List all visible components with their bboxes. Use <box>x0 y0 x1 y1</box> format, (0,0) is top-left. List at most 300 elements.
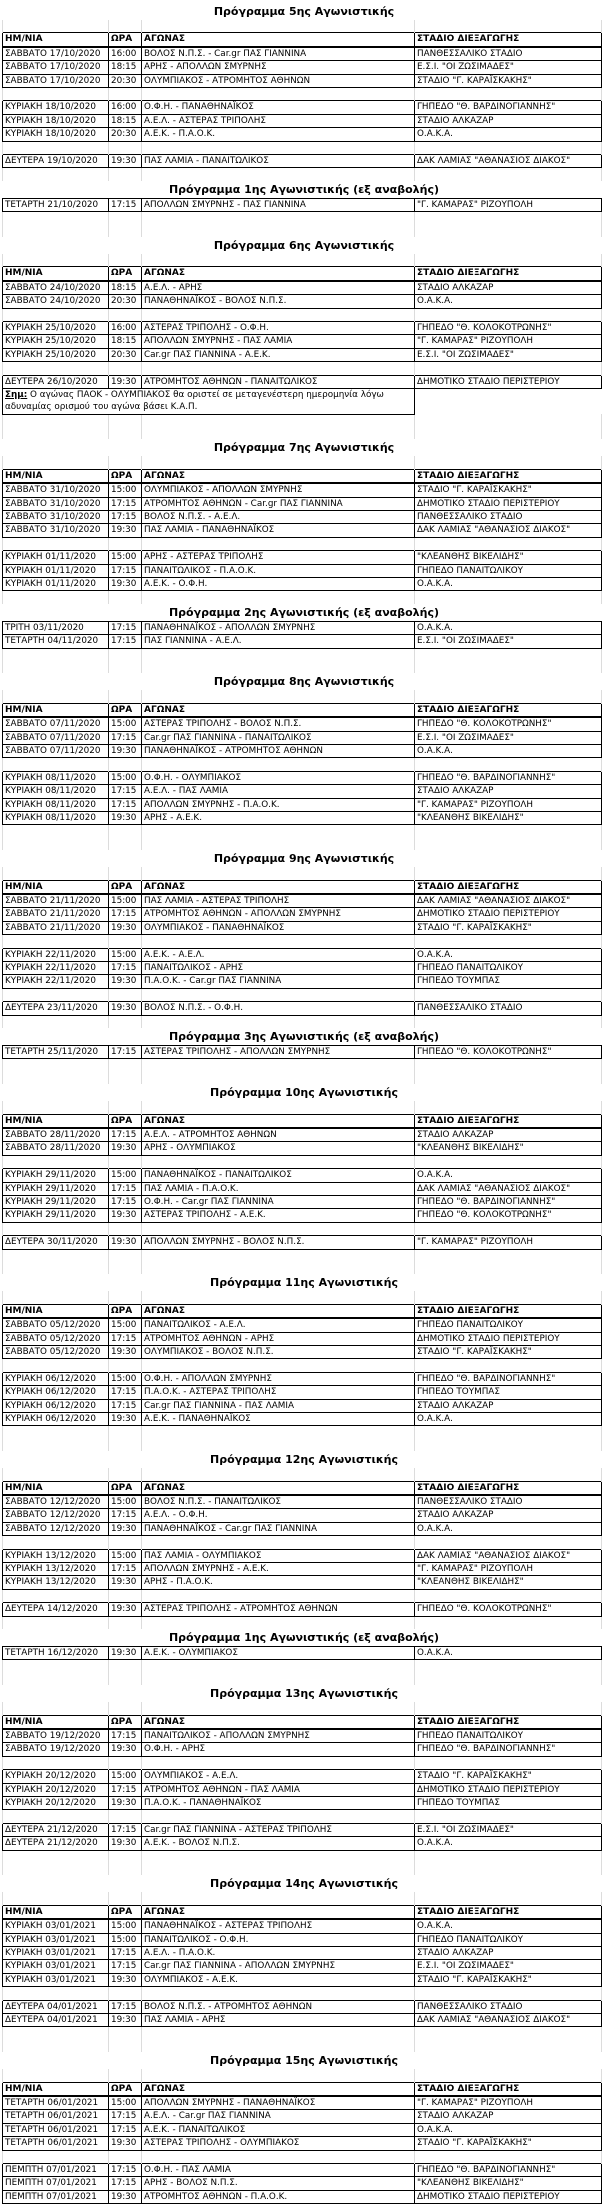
stadium-cell: ΣΤΑΔΙΟ "Γ. ΚΑΡΑΪΣΚΑΚΗΣ" <box>415 1973 602 1986</box>
spacer-cell <box>142 1439 415 1451</box>
stadium-cell: ΓΗΠΕΔΟ ΤΟΥΜΠΑΣ <box>415 975 602 988</box>
date-cell: ΠΕΜΠΤΗ 07/01/2021 <box>3 2177 109 2190</box>
time-cell: 19:30 <box>109 1346 142 1359</box>
spacer-cell <box>3 758 109 771</box>
spacer-cell <box>109 1810 142 1823</box>
spacer-cell <box>3 225 109 237</box>
stadium-cell: "Γ. ΚΑΜΑΡΑΣ" ΡΙΖΟΥΠΟΛΗ <box>415 798 602 811</box>
match-cell: ΠΑΣ ΛΑΜΙΑ - ΑΣΤΕΡΑΣ ΤΡΙΠΟΛΗΣ <box>142 894 415 908</box>
section-title: Πρόγραμμα 5ης Αγωνιστικής <box>213 5 395 18</box>
column-header-row <box>3 469 602 483</box>
date-cell: ΤΕΤΑΡΤΗ 21/10/2020 <box>3 198 109 211</box>
match-cell: ΑΤΡΟΜΗΤΟΣ ΑΘΗΝΩΝ - Π.Α.Ο.Κ. <box>142 2190 415 2203</box>
spacer-cell <box>142 537 415 550</box>
time-cell: 17:15 <box>109 564 142 577</box>
column-header-cell: ΗΜ/ΝΙΑ <box>3 880 109 894</box>
matchday-table <box>2 1291 602 1451</box>
match-row <box>3 1196 602 1209</box>
spacer-cell <box>415 2069 602 2082</box>
column-header-cell: ΑΓΩΝΑΣ <box>142 469 415 483</box>
match-row <box>3 564 602 577</box>
column-header-cell: ΗΜ/ΝΙΑ <box>3 1114 109 1128</box>
spacer-cell <box>3 537 109 550</box>
matchday-table <box>2 2069 602 2204</box>
spacer-cell <box>109 690 142 703</box>
time-cell: 17:15 <box>109 798 142 811</box>
column-header-cell: ΩΡΑ <box>109 1905 142 1919</box>
column-header-cell: ΣΤΑΔΙΟ ΔΙΕΞΑΓΩΓΗΣ <box>415 703 602 717</box>
column-header-cell: ΑΓΩΝΑΣ <box>142 880 415 894</box>
stadium-cell: Ο.Α.Κ.Α. <box>415 1837 602 1850</box>
spacer-row <box>3 1810 602 1823</box>
spacer-cell <box>3 1660 109 1673</box>
match-cell: ΠΑΝΑΘΗΝΑΪΚΟΣ - ΑΣΤΕΡΑΣ ΤΡΙΠΟΛΗΣ <box>142 1919 415 1933</box>
spacer-cell <box>142 1987 415 2000</box>
spacer-cell <box>109 1589 142 1602</box>
spacer-cell <box>3 88 109 101</box>
spacer-cell <box>3 1439 109 1451</box>
spacer-cell <box>415 2040 602 2052</box>
date-cell: ΚΥΡΙΑΚΗ 20/12/2020 <box>3 1783 109 1796</box>
time-cell: 19:30 <box>109 1413 142 1426</box>
spacer-cell <box>142 1892 415 1905</box>
section-title: Πρόγραμμα 12ης Αγωνιστικής <box>209 1453 398 1467</box>
spacer-row <box>3 537 602 550</box>
spacer-cell <box>415 1155 602 1168</box>
spacer-cell <box>109 988 142 1001</box>
spacer-cell <box>415 1850 602 1863</box>
spacer-cell <box>415 1810 602 1823</box>
spacer-cell <box>3 935 109 948</box>
stadium-cell: ΠΑΝΘΕΣΣΑΛΙΚΟ ΣΤΑΔΙΟ <box>415 511 602 524</box>
stadium-cell: ΓΗΠΕΔΟ "Θ. ΚΟΛΟΚΟΤΡΩΝΗΣ" <box>415 1046 602 1059</box>
match-cell: Π.Α.Ο.Κ. - ΠΑΝΑΘΗΝΑΪΚΟΣ <box>142 1797 415 1810</box>
stadium-cell: ΓΗΠΕΔΟ "Θ. ΒΑΡΔΙΝΟΓΙΑΝΝΗΣ" <box>415 1196 602 1209</box>
date-cell: ΤΕΤΑΡΤΗ 06/01/2021 <box>3 2096 109 2110</box>
section-title: Πρόγραμμα 6ης Αγωνιστικής <box>213 239 395 252</box>
column-header-cell: ΩΡΑ <box>109 267 142 281</box>
spacer-cell <box>3 362 109 375</box>
date-cell: ΣΑΒΒΑΤΟ 17/10/2020 <box>3 74 109 87</box>
spacer-cell <box>3 648 109 661</box>
date-cell: ΣΑΒΒΑΤΟ 28/11/2020 <box>3 1142 109 1155</box>
spacer-cell <box>109 456 142 469</box>
match-row <box>3 948 602 961</box>
match-cell: Α.Ε.Κ. - Ο.Φ.Η. <box>142 578 415 591</box>
spacer-cell <box>142 1291 415 1304</box>
spacer-row <box>3 254 602 267</box>
section-title: Πρόγραμμα 11ης Αγωνιστικής <box>209 1276 398 1290</box>
spacer-cell <box>142 1015 415 1028</box>
date-cell: ΣΑΒΒΑΤΟ 31/10/2020 <box>3 511 109 524</box>
spacer-cell <box>109 1863 142 1875</box>
match-cell: ΠΑΝΑΘΗΝΑΪΚΟΣ - ΠΑΝΑΙΤΩΛΙΚΟΣ <box>142 1169 415 1182</box>
match-row <box>3 1576 602 1589</box>
spacer-cell <box>3 1702 109 1715</box>
match-cell: ΑΤΡΟΜΗΤΟΣ ΑΘΗΝΩΝ - Car.gr ΠΑΣ ΓΙΑΝΝΙΝΑ <box>142 497 415 510</box>
spacer-cell <box>3 168 109 181</box>
match-row <box>3 1549 602 1562</box>
spacer-row <box>3 2027 602 2040</box>
time-cell: 19:30 <box>109 1973 142 1986</box>
match-row <box>3 2014 602 2027</box>
spacer-cell <box>109 362 142 375</box>
match-row <box>3 1837 602 1850</box>
stadium-cell: ΓΗΠΕΔΟ ΠΑΝΑΙΤΩΛΙΚΟΥ <box>415 1933 602 1946</box>
spacer-cell <box>415 1101 602 1114</box>
spacer-row <box>3 1987 602 2000</box>
spacer-cell <box>415 935 602 948</box>
match-cell: Α.Ε.Λ. - Car.gr ΠΑΣ ΓΙΑΝΝΙΝΑ <box>142 2110 415 2123</box>
column-header-cell: ΩΡΑ <box>109 2082 142 2096</box>
date-cell: ΚΥΡΙΑΚΗ 06/12/2020 <box>3 1386 109 1399</box>
date-cell: ΣΑΒΒΑΤΟ 21/11/2020 <box>3 908 109 921</box>
stadium-cell: ΔΗΜΟΤΙΚΟ ΣΤΑΔΙΟ ΠΕΡΙΣΤΕΡΙΟΥ <box>415 1783 602 1796</box>
spacer-cell <box>142 1222 415 1235</box>
column-header-cell: ΗΜ/ΝΙΑ <box>3 1715 109 1729</box>
spacer-cell <box>3 1249 109 1262</box>
spacer-cell <box>109 1702 142 1715</box>
date-cell: ΤΕΤΑΡΤΗ 04/11/2020 <box>3 635 109 648</box>
column-header-row <box>3 703 602 717</box>
date-cell: ΣΑΒΒΑΤΟ 24/10/2020 <box>3 295 109 308</box>
stadium-cell: Ο.Α.Κ.Α. <box>415 1919 602 1933</box>
section-title: Πρόγραμμα 7ης Αγωνιστικής <box>213 441 395 455</box>
match-cell: Α.Ε.Κ. - ΠΑΝΑΘΗΝΑΪΚΟΣ <box>142 1413 415 1426</box>
date-cell: ΣΑΒΒΑΤΟ 21/11/2020 <box>3 921 109 934</box>
spacer-cell <box>142 308 415 321</box>
match-row <box>3 1770 602 1783</box>
column-header-cell: ΣΤΑΔΙΟ ΔΙΕΞΑΓΩΓΗΣ <box>415 1905 602 1919</box>
match-row <box>3 101 602 114</box>
spacer-cell <box>109 537 142 550</box>
match-cell: ΠΑΣ ΓΙΑΝΝΙΝΑ - Α.Ε.Λ. <box>142 635 415 648</box>
spacer-cell <box>109 648 142 661</box>
time-cell: 17:15 <box>109 1399 142 1412</box>
time-cell: 17:15 <box>109 198 142 211</box>
spacer-cell <box>109 661 142 673</box>
time-cell: 15:00 <box>109 551 142 564</box>
time-cell: 15:00 <box>109 717 142 731</box>
spacer-cell <box>3 1291 109 1304</box>
matchday-table <box>2 1045 602 1084</box>
spacer-cell <box>142 1702 415 1715</box>
spacer-cell <box>109 1439 142 1451</box>
date-cell: ΣΑΒΒΑΤΟ 17/10/2020 <box>3 47 109 61</box>
column-header-cell: ΑΓΩΝΑΣ <box>142 1905 415 1919</box>
column-header-row <box>3 1905 602 1919</box>
match-cell: ΠΑΣ ΛΑΜΙΑ - ΠΑΝΑΘΗΝΑΪΚΟΣ <box>142 524 415 537</box>
spacer-cell <box>142 2150 415 2163</box>
match-cell: Ο.Φ.Η. - ΠΑΝΑΘΗΝΑΪΚΟΣ <box>142 101 415 114</box>
spacer-cell <box>415 414 602 427</box>
column-header-cell: ΩΡΑ <box>109 1304 142 1318</box>
time-cell: 19:30 <box>109 524 142 537</box>
column-header-cell: ΑΓΩΝΑΣ <box>142 703 415 717</box>
match-row <box>3 128 602 141</box>
stadium-cell: ΣΤΑΔΙΟ ΑΛΚΑΖΑΡ <box>415 114 602 127</box>
match-row <box>3 1128 602 1142</box>
match-cell: Α.Ε.Κ. - Α.Ε.Λ. <box>142 948 415 961</box>
date-cell: ΚΥΡΙΑΚΗ 29/11/2020 <box>3 1182 109 1195</box>
match-cell: ΑΤΡΟΜΗΤΟΣ ΑΘΗΝΩΝ - ΠΑΝΑΙΤΩΛΙΚΟΣ <box>142 375 415 388</box>
match-cell: ΠΑΝΑΘΗΝΑΪΚΟΣ - ΑΠΟΛΛΩΝ ΣΜΥΡΝΗΣ <box>142 621 415 634</box>
match-row <box>3 348 602 361</box>
spacer-row <box>3 867 602 880</box>
spacer-row <box>3 1101 602 1114</box>
spacer-row <box>3 1222 602 1235</box>
time-cell: 19:30 <box>109 921 142 934</box>
time-cell: 18:15 <box>109 61 142 74</box>
column-header-cell: ΗΜ/ΝΙΑ <box>3 1905 109 1919</box>
spacer-cell <box>3 2027 109 2040</box>
spacer-row <box>3 1155 602 1168</box>
spacer-cell <box>3 427 109 439</box>
match-row <box>3 1603 602 1616</box>
spacer-cell <box>3 2069 109 2082</box>
spacer-cell <box>415 88 602 101</box>
date-cell: ΔΕΥΤΕΡΑ 26/10/2020 <box>3 375 109 388</box>
spacer-cell <box>142 825 415 838</box>
spacer-cell <box>3 591 109 604</box>
time-cell: 19:30 <box>109 1142 142 1155</box>
match-cell: Α.Ε.Κ. - ΠΑΝΑΙΤΩΛΙΚΟΣ <box>142 2123 415 2136</box>
match-cell: ΠΑΝΑΙΤΩΛΙΚΟΣ - Ο.Φ.Η. <box>142 1933 415 1946</box>
date-cell: ΤΡΙΤΗ 03/11/2020 <box>3 621 109 634</box>
spacer-cell <box>415 838 602 850</box>
date-cell: ΣΑΒΒΑΤΟ 05/12/2020 <box>3 1318 109 1332</box>
time-cell: 19:30 <box>109 1647 142 1660</box>
spacer-cell <box>415 389 602 415</box>
time-cell: 20:30 <box>109 74 142 87</box>
stadium-cell: ΓΗΠΕΔΟ "Θ. ΚΟΛΟΚΟΤΡΩΝΗΣ" <box>415 717 602 731</box>
spacer-cell <box>109 1673 142 1685</box>
stadium-cell: ΔΑΚ ΛΑΜΙΑΣ "ΑΘΑΝΑΣΙΟΣ ΔΙΑΚΟΣ" <box>415 155 602 168</box>
date-cell: ΣΑΒΒΑΤΟ 19/12/2020 <box>3 1743 109 1756</box>
spacer-cell <box>415 2027 602 2040</box>
date-cell: ΚΥΡΙΑΚΗ 25/10/2020 <box>3 322 109 335</box>
spacer-cell <box>3 1756 109 1769</box>
column-header-cell: ΗΜ/ΝΙΑ <box>3 2082 109 2096</box>
spacer-cell <box>109 591 142 604</box>
stadium-cell: Ε.Σ.Ι. "ΟΙ ΖΩΣΙΜΑΔΕΣ" <box>415 348 602 361</box>
column-header-row <box>3 1304 602 1318</box>
stadium-cell: ΔΑΚ ΛΑΜΙΑΣ "ΑΘΑΝΑΣΙΟΣ ΔΙΑΚΟΣ" <box>415 524 602 537</box>
spacer-cell <box>142 1589 415 1602</box>
spacer-cell <box>415 20 602 33</box>
match-cell: ΑΣΤΕΡΑΣ ΤΡΙΠΟΛΗΣ - ΟΛΥΜΠΙΑΚΟΣ <box>142 2137 415 2150</box>
match-cell: Α.Ε.Λ. - ΑΤΡΟΜΗΤΟΣ ΑΘΗΝΩΝ <box>142 1128 415 1142</box>
stadium-cell: Ε.Σ.Ι. "ΟΙ ΖΩΣΙΜΑΔΕΣ" <box>415 1960 602 1973</box>
spacer-row <box>3 225 602 237</box>
section-title: Πρόγραμμα 1ης Αγωνιστικής (εξ αναβολής) <box>168 182 440 196</box>
spacer-row <box>3 1702 602 1715</box>
match-row <box>3 375 602 388</box>
spacer-row <box>3 591 602 604</box>
date-cell: ΣΑΒΒΑΤΟ 12/12/2020 <box>3 1495 109 1509</box>
spacer-row <box>3 2040 602 2052</box>
spacer-cell <box>142 212 415 225</box>
stadium-cell: ΣΤΑΔΙΟ ΑΛΚΑΖΑΡ <box>415 785 602 798</box>
matchday-table <box>2 198 602 237</box>
spacer-cell <box>109 1249 142 1262</box>
date-cell: ΣΑΒΒΑΤΟ 05/12/2020 <box>3 1332 109 1345</box>
match-row <box>3 1002 602 1015</box>
time-cell: 19:30 <box>109 2137 142 2150</box>
stadium-cell: "Γ. ΚΑΜΑΡΑΣ" ΡΙΖΟΥΠΟΛΗ <box>415 1236 602 1249</box>
spacer-cell <box>142 661 415 673</box>
date-cell: ΚΥΡΙΑΚΗ 22/11/2020 <box>3 975 109 988</box>
stadium-cell: ΣΤΑΔΙΟ ΑΛΚΑΖΑΡ <box>415 1128 602 1142</box>
match-cell: ΑΠΟΛΛΩΝ ΣΜΥΡΝΗΣ - ΠΑΣ ΛΑΜΙΑ <box>142 335 415 348</box>
spacer-cell <box>3 1072 109 1084</box>
column-header-cell: ΩΡΑ <box>109 1715 142 1729</box>
match-cell: ΟΛΥΜΠΙΑΚΟΣ - ΑΠΟΛΛΩΝ ΣΜΥΡΝΗΣ <box>142 483 415 497</box>
spacer-cell <box>142 225 415 237</box>
spacer-cell <box>142 591 415 604</box>
spacer-cell <box>3 1810 109 1823</box>
spacer-cell <box>142 1756 415 1769</box>
spacer-row <box>3 1589 602 1602</box>
match-row <box>3 798 602 811</box>
time-cell: 15:00 <box>109 1372 142 1385</box>
stadium-cell: ΣΤΑΔΙΟ ΑΛΚΑΖΑΡ <box>415 2110 602 2123</box>
date-cell: ΚΥΡΙΑΚΗ 18/10/2020 <box>3 114 109 127</box>
spacer-cell <box>3 1987 109 2000</box>
stadium-cell: Ε.Σ.Ι. "ΟΙ ΖΩΣΙΜΑΔΕΣ" <box>415 635 602 648</box>
match-cell: ΑΣΤΕΡΑΣ ΤΡΙΠΟΛΗΣ - ΑΤΡΟΜΗΤΟΣ ΑΘΗΝΩΝ <box>142 1603 415 1616</box>
column-header-cell: ΣΤΑΔΙΟ ΔΙΕΞΑΓΩΓΗΣ <box>415 33 602 47</box>
match-cell: Π.Α.Ο.Κ. - ΑΣΤΕΡΑΣ ΤΡΙΠΟΛΗΣ <box>142 1386 415 1399</box>
date-cell: ΣΑΒΒΑΤΟ 07/11/2020 <box>3 745 109 758</box>
match-row <box>3 1318 602 1332</box>
time-cell: 17:15 <box>109 1563 142 1576</box>
match-row <box>3 1399 602 1412</box>
spacer-cell <box>109 1222 142 1235</box>
spacer-cell <box>109 427 142 439</box>
match-cell: Α.Ε.Κ. - ΒΟΛΟΣ Ν.Π.Σ. <box>142 1837 415 1850</box>
spacer-cell <box>142 1863 415 1875</box>
date-cell: ΚΥΡΙΑΚΗ 06/12/2020 <box>3 1372 109 1385</box>
date-cell: ΚΥΡΙΑΚΗ 08/11/2020 <box>3 798 109 811</box>
column-header-cell: ΗΜ/ΝΙΑ <box>3 1481 109 1495</box>
stadium-cell: ΓΗΠΕΔΟ "Θ. ΚΟΛΟΚΟΤΡΩΝΗΣ" <box>415 1603 602 1616</box>
stadium-cell: ΔΗΜΟΤΙΚΟ ΣΤΑΔΙΟ ΠΕΡΙΣΤΕΡΙΟΥ <box>415 908 602 921</box>
match-row <box>3 322 602 335</box>
time-cell: 19:30 <box>109 745 142 758</box>
match-row <box>3 1372 602 1385</box>
match-cell: Ο.Φ.Η. - ΟΛΥΜΠΙΑΚΟΣ <box>142 771 415 784</box>
spacer-cell <box>109 88 142 101</box>
schedule-document <box>0 3 608 2204</box>
stadium-cell: Ο.Α.Κ.Α. <box>415 948 602 961</box>
section-title: Πρόγραμμα 15ης Αγωνιστικής <box>209 2054 398 2068</box>
match-row <box>3 551 602 564</box>
match-row <box>3 1947 602 1960</box>
spacer-cell <box>142 141 415 154</box>
match-row <box>3 771 602 784</box>
stadium-cell: ΔΑΚ ΛΑΜΙΑΣ "ΑΘΑΝΑΣΙΟΣ ΔΙΑΚΟΣ" <box>415 1549 602 1562</box>
date-cell: ΚΥΡΙΑΚΗ 20/12/2020 <box>3 1770 109 1783</box>
time-cell: 17:15 <box>109 1332 142 1345</box>
date-cell: ΣΑΒΒΑΤΟ 21/11/2020 <box>3 894 109 908</box>
stadium-cell: Ο.Α.Κ.Α. <box>415 1522 602 1535</box>
match-row <box>3 975 602 988</box>
match-row <box>3 2164 602 2177</box>
stadium-cell: ΣΤΑΔΙΟ "Γ. ΚΑΡΑΪΣΚΑΚΗΣ" <box>415 1770 602 1783</box>
date-cell: ΔΕΥΤΕΡΑ 04/01/2021 <box>3 2014 109 2027</box>
date-cell: ΚΥΡΙΑΚΗ 18/10/2020 <box>3 101 109 114</box>
spacer-cell <box>142 168 415 181</box>
match-row <box>3 483 602 497</box>
spacer-cell <box>142 690 415 703</box>
date-cell: ΣΑΒΒΑΤΟ 19/12/2020 <box>3 1729 109 1743</box>
spacer-cell <box>109 168 142 181</box>
date-cell: ΚΥΡΙΑΚΗ 13/12/2020 <box>3 1563 109 1576</box>
match-cell: ΑΤΡΟΜΗΤΟΣ ΑΘΗΝΩΝ - ΠΑΣ ΛΑΜΙΑ <box>142 1783 415 1796</box>
spacer-row <box>3 1262 602 1274</box>
note-cell <box>3 389 415 415</box>
match-cell: ΠΑΝΑΘΗΝΑΪΚΟΣ - Car.gr ΠΑΣ ΓΙΑΝΝΙΝΑ <box>142 1522 415 1535</box>
match-cell: Α.Ε.Κ. - Π.Α.Ο.Κ. <box>142 128 415 141</box>
date-cell: ΣΑΒΒΑΤΟ 24/10/2020 <box>3 281 109 295</box>
stadium-cell: ΔΗΜΟΤΙΚΟ ΣΤΑΔΙΟ ΠΕΡΙΣΤΕΡΙΟΥ <box>415 2190 602 2203</box>
spacer-cell <box>415 591 602 604</box>
spacer-cell <box>415 1291 602 1304</box>
match-row <box>3 281 602 295</box>
match-cell: ΑΣΤΕΡΑΣ ΤΡΙΠΟΛΗΣ - Ο.Φ.Η. <box>142 322 415 335</box>
spacer-cell <box>109 1892 142 1905</box>
match-row <box>3 717 602 731</box>
match-cell: Α.Ε.Λ. - Π.Α.Ο.Κ. <box>142 1947 415 1960</box>
spacer-cell <box>415 1359 602 1372</box>
match-cell: Ο.Φ.Η. - ΑΠΟΛΛΩΝ ΣΜΥΡΝΗΣ <box>142 1372 415 1385</box>
match-row <box>3 511 602 524</box>
time-cell: 17:15 <box>109 1783 142 1796</box>
spacer-row <box>3 141 602 154</box>
spacer-cell <box>3 456 109 469</box>
time-cell: 19:30 <box>109 1797 142 1810</box>
date-cell: ΤΕΤΑΡΤΗ 16/12/2020 <box>3 1647 109 1660</box>
column-header-cell: ΣΤΑΔΙΟ ΔΙΕΞΑΓΩΓΗΣ <box>415 1715 602 1729</box>
match-cell: ΑΡΗΣ - ΟΛΥΜΠΙΑΚΟΣ <box>142 1142 415 1155</box>
date-cell: ΣΑΒΒΑΤΟ 31/10/2020 <box>3 483 109 497</box>
spacer-cell <box>3 1059 109 1072</box>
spacer-cell <box>3 867 109 880</box>
date-cell: ΚΥΡΙΑΚΗ 03/01/2021 <box>3 1933 109 1946</box>
spacer-row <box>3 427 602 439</box>
match-row <box>3 1823 602 1836</box>
match-row <box>3 1919 602 1933</box>
match-row <box>3 155 602 168</box>
spacer-cell <box>109 1987 142 2000</box>
spacer-cell <box>415 168 602 181</box>
date-cell: ΚΥΡΙΑΚΗ 29/11/2020 <box>3 1209 109 1222</box>
spacer-cell <box>415 2150 602 2163</box>
stadium-cell: ΔΗΜΟΤΙΚΟ ΣΤΑΔΙΟ ΠΕΡΙΣΤΕΡΙΟΥ <box>415 375 602 388</box>
match-cell: Α.Ε.Λ. - ΑΣΤΕΡΑΣ ΤΡΙΠΟΛΗΣ <box>142 114 415 127</box>
stadium-cell: ΓΗΠΕΔΟ ΠΑΝΑΙΤΩΛΙΚΟΥ <box>415 564 602 577</box>
spacer-cell <box>415 867 602 880</box>
spacer-cell <box>109 867 142 880</box>
match-row <box>3 1386 602 1399</box>
spacer-cell <box>142 1249 415 1262</box>
date-cell: ΚΥΡΙΑΚΗ 01/11/2020 <box>3 578 109 591</box>
date-cell: ΤΕΤΑΡΤΗ 06/01/2021 <box>3 2123 109 2136</box>
time-cell: 18:15 <box>109 281 142 295</box>
time-cell: 18:15 <box>109 335 142 348</box>
time-cell: 15:00 <box>109 2096 142 2110</box>
